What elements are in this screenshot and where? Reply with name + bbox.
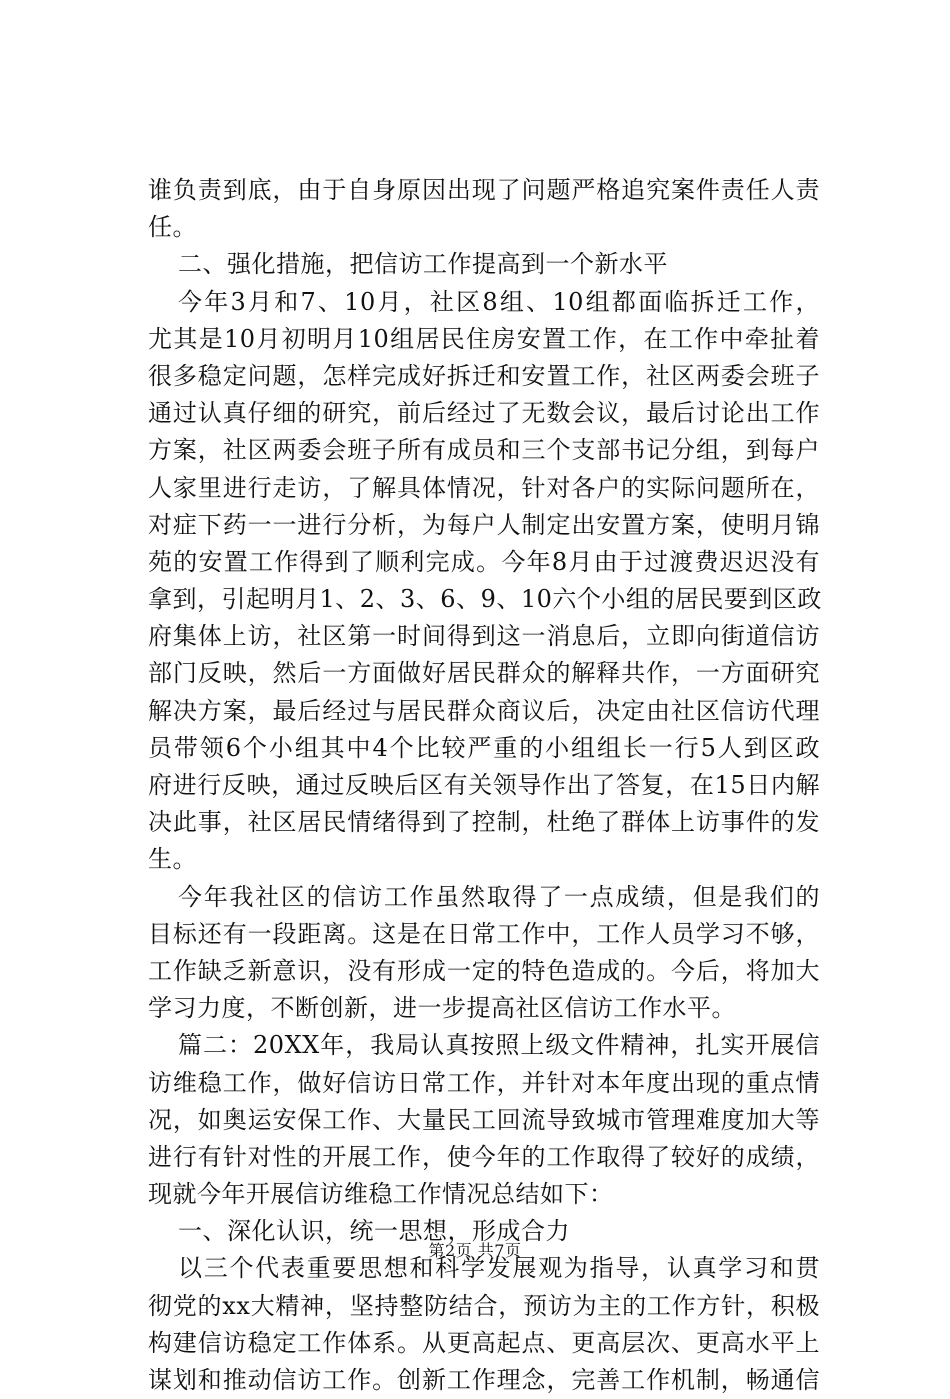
paragraph-line: 学习力度，不断创新，进一步提高社区信访工作水平。 xyxy=(148,994,736,1023)
paragraph-line: 解决方案，最后经过与居民群众商议后，决定由社区信访代理 xyxy=(148,696,820,725)
paragraph-line: 篇二：20XX年，我局认真按照上级文件精神，扎实开展信 xyxy=(178,1031,820,1060)
document-body xyxy=(148,172,820,1399)
paragraph-line: 苑的安置工作得到了顺利完成。今年8月由于过渡费迟迟没有 xyxy=(148,547,820,576)
section-heading: 一、深化认识，统一思想，形成合力 xyxy=(178,1217,570,1246)
paragraph-line: 方案，社区两委会班子所有成员和三个支部书记分组，到每户 xyxy=(148,436,820,465)
paragraph-line: 通过认真仔细的研究，前后经过了无数会议，最后讨论出工作 xyxy=(148,399,820,428)
paragraph-line: 以三个代表重要思想和科学发展观为指导，认真学习和贯 xyxy=(178,1254,820,1283)
page-footer: 第2页 共7页 xyxy=(428,1241,522,1260)
paragraph-line: 部门反映，然后一方面做好居民群众的解释共作，一方面研究 xyxy=(148,659,820,688)
paragraph-line: 对症下药一一进行分析，为每户人制定出安置方案，使明月锦 xyxy=(148,510,820,539)
paragraph-line: 工作缺乏新意识，没有形成一定的特色造成的。今后，将加大 xyxy=(148,956,820,985)
paragraph-line: 员带领6个小组其中4个比较严重的小组组长一行5人到区政 xyxy=(148,733,820,762)
paragraph-line: 进行有针对性的开展工作，使今年的工作取得了较好的成绩， xyxy=(148,1142,820,1171)
paragraph-line: 拿到，引起明月1、2、3、6、9、10六个小组的居民要到区政 xyxy=(148,585,822,614)
paragraph-line: 目标还有一段距离。这是在日常工作中，工作人员学习不够， xyxy=(148,919,820,948)
paragraph-line: 现就今年开展信访维稳工作情况总结如下： xyxy=(148,1180,614,1209)
paragraph-line: 任。 xyxy=(148,213,197,242)
paragraph-line: 尤其是10月初明月10组居民住房安置工作，在工作中牵扯着 xyxy=(148,324,820,353)
paragraph-line: 访维稳工作，做好信访日常工作，并针对本年度出现的重点情 xyxy=(148,1068,820,1097)
paragraph-line: 决此事，社区居民情绪得到了控制，杜绝了群体上访事件的发 xyxy=(148,808,820,837)
paragraph-line: 人家里进行走访，了解具体情况，针对各户的实际问题所在， xyxy=(148,473,820,502)
paragraph-line: 况，如奥运安保工作、大量民工回流导致城市管理难度加大等 xyxy=(148,1105,820,1134)
paragraph-line: 今年3月和7、10月，社区8组、10组都面临拆迁工作， xyxy=(178,287,820,316)
section-heading: 二、强化措施，把信访工作提高到一个新水平 xyxy=(178,250,668,279)
paragraph-line: 谁负责到底，由于自身原因出现了问题严格追究案件责任人责 xyxy=(148,176,820,204)
paragraph-line: 生。 xyxy=(148,845,197,874)
paragraph-line: 府集体上访，社区第一时间得到这一消息后，立即向街道信访 xyxy=(148,622,820,651)
paragraph-line: 今年我社区的信访工作虽然取得了一点成绩，但是我们的 xyxy=(178,882,820,911)
paragraph-line: 谋划和推动信访工作。创新工作理念，完善工作机制，畅通信 xyxy=(148,1366,820,1394)
paragraph-line: 很多稳定问题，怎样完成好拆迁和安置工作，社区两委会班子 xyxy=(148,361,820,390)
paragraph-line: 彻党的xx大精神，坚持整防结合，预访为主的工作方针，积极 xyxy=(148,1291,820,1320)
paragraph-line: 府进行反映，通过反映后区有关领导作出了答复，在15日内解 xyxy=(148,771,820,799)
paragraph-line: 构建信访稳定工作体系。从更高起点、更高层次、更高水平上 xyxy=(148,1328,820,1357)
